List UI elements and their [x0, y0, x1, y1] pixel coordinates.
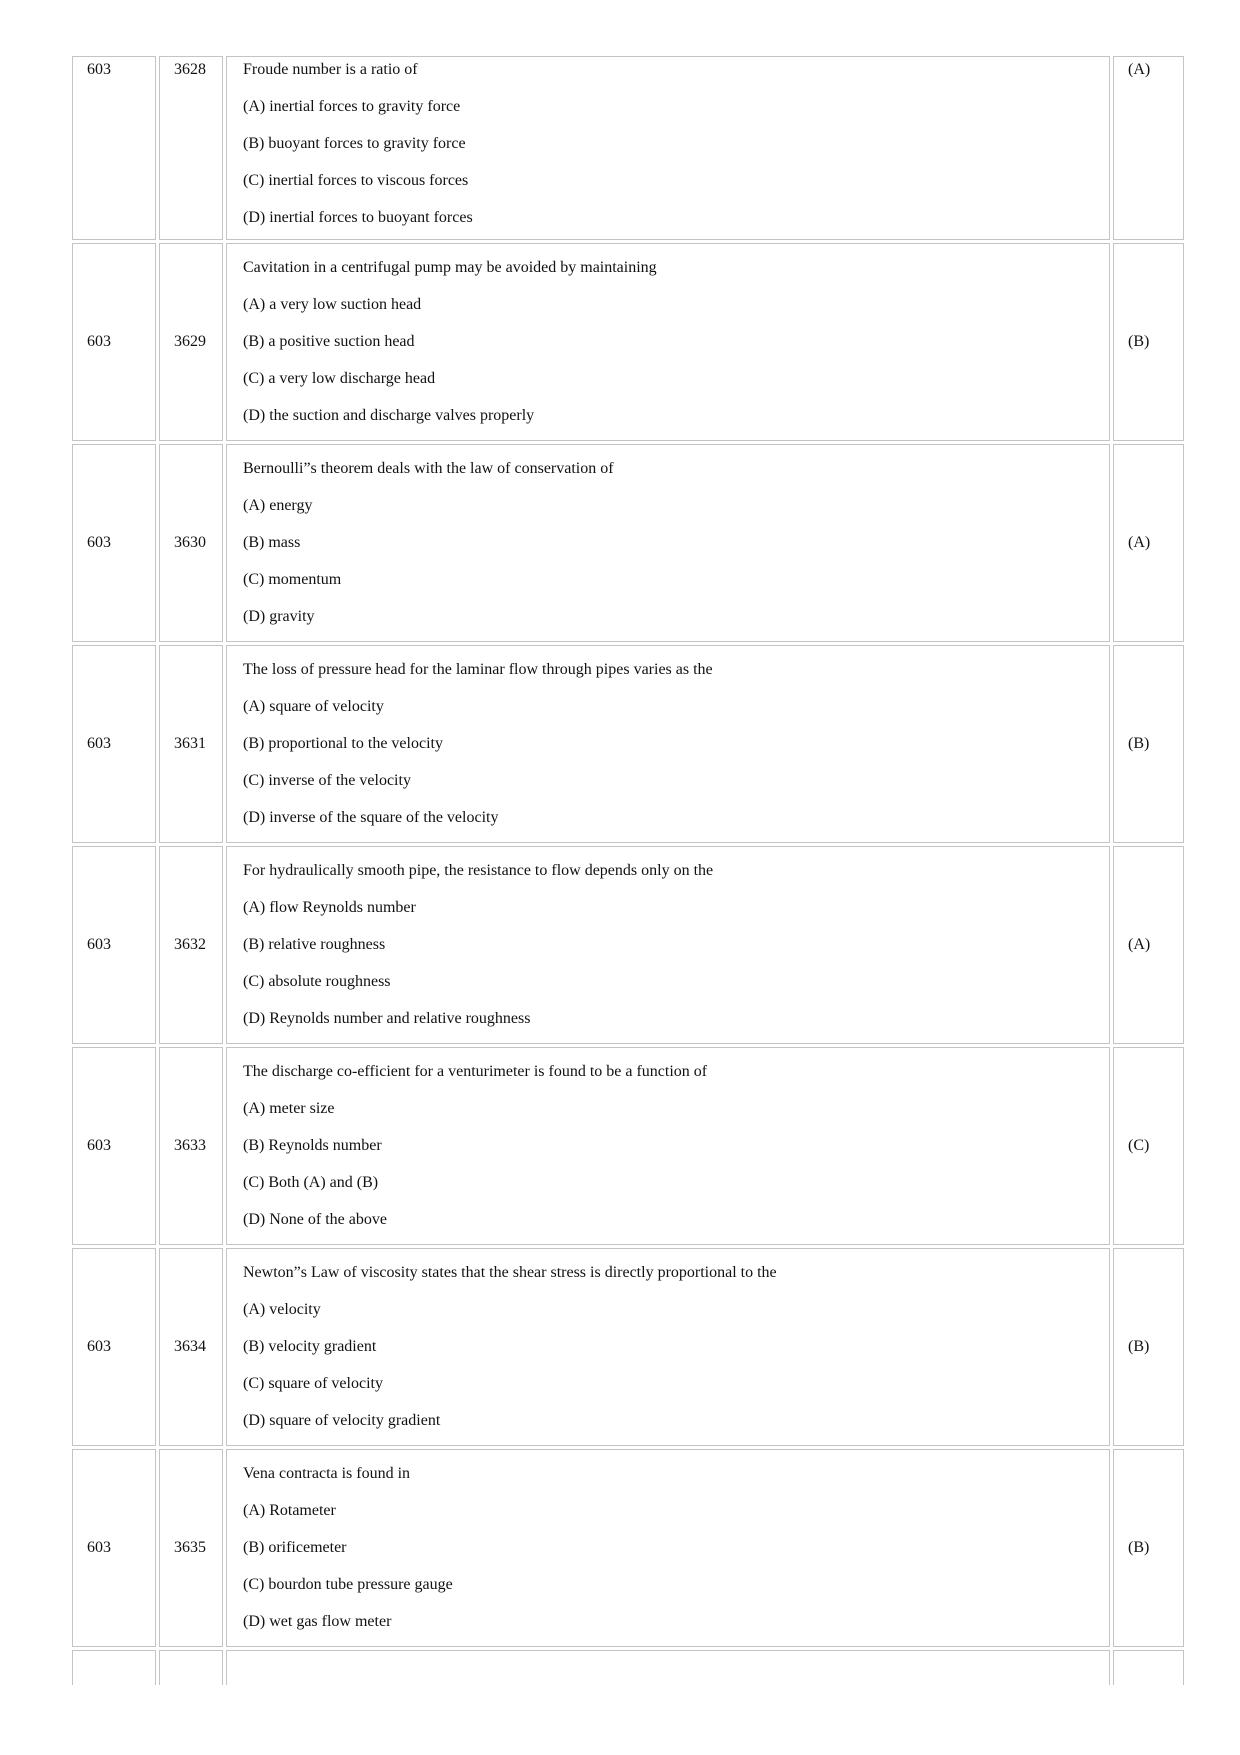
question-text: Froude number is a ratio of	[243, 61, 418, 78]
option-b: (B) velocity gradient	[243, 1338, 377, 1355]
option-a: (A) a very low suction head	[243, 296, 422, 313]
question-cell	[226, 846, 1110, 1044]
option-c: (C) inertial forces to viscous forces	[243, 172, 469, 189]
option-d: (D) None of the above	[243, 1211, 387, 1228]
semester-cell: 603	[72, 444, 156, 642]
option-b: (B) Reynolds number	[243, 1137, 382, 1154]
question-number-cell: 3631	[159, 645, 223, 843]
table-row	[72, 243, 1184, 441]
table-row	[72, 444, 1184, 642]
option-d: (D) inverse of the square of the velocity	[243, 809, 499, 826]
option-b: (B) a positive suction head	[243, 333, 415, 350]
question-number-cell: 3634	[159, 1248, 223, 1446]
answer-cell: (B)	[1113, 645, 1184, 843]
option-c: (C) inverse of the velocity	[243, 772, 411, 789]
question-page	[72, 56, 1184, 1685]
question-cell	[226, 243, 1110, 441]
answer-cell: (A)	[1113, 444, 1184, 642]
option-c: (C) bourdon tube pressure gauge	[243, 1576, 453, 1593]
semester-cell: 603	[72, 243, 156, 441]
option-b: (B) proportional to the velocity	[243, 735, 443, 752]
semester-cell: 603	[72, 1449, 156, 1647]
semester-cell: 603	[72, 1047, 156, 1245]
question-text: Vena contracta is found in	[243, 1465, 411, 1482]
option-d: (D) gravity	[243, 608, 315, 625]
question-text: Newton”s Law of viscosity states that the shear stress is directly proportional to the	[243, 1264, 777, 1281]
semester-cell	[72, 1650, 156, 1685]
question-text: The discharge co-efficient for a venturimeter is found to be a function of	[243, 1063, 708, 1080]
table-row	[72, 645, 1184, 843]
option-a: (A) inertial forces to gravity force	[243, 98, 461, 115]
question-cell	[226, 1449, 1110, 1647]
option-b: (B) mass	[243, 534, 301, 551]
option-d: (D) wet gas flow meter	[243, 1613, 392, 1630]
answer-cell: (B)	[1113, 1449, 1184, 1647]
question-number-cell: 3632	[159, 846, 223, 1044]
table-row	[72, 1449, 1184, 1647]
question-cell	[226, 56, 1110, 240]
semester-cell: 603	[72, 846, 156, 1044]
option-c: (C) momentum	[243, 571, 342, 588]
question-table-body	[72, 56, 1184, 1685]
option-d: (D) inertial forces to buoyant forces	[243, 209, 473, 226]
table-row	[72, 1248, 1184, 1446]
option-a: (A) square of velocity	[243, 698, 384, 715]
semester-cell: 603	[72, 56, 156, 240]
option-b: (B) orificemeter	[243, 1539, 347, 1556]
option-d: (D) the suction and discharge valves properly	[243, 407, 535, 424]
option-c: (C) Both (A) and (B)	[243, 1174, 379, 1191]
table-row	[72, 56, 1184, 240]
question-text: For hydraulically smooth pipe, the resistance to flow depends only on the	[243, 862, 714, 879]
option-a: (A) flow Reynolds number	[243, 899, 416, 916]
semester-cell: 603	[72, 1248, 156, 1446]
table-row	[72, 846, 1184, 1044]
answer-cell: (B)	[1113, 1248, 1184, 1446]
question-cell	[226, 444, 1110, 642]
question-number-cell: 3633	[159, 1047, 223, 1245]
option-a: (A) meter size	[243, 1100, 335, 1117]
table-row	[72, 1047, 1184, 1245]
question-table	[72, 56, 1184, 1685]
question-number-cell: 3635	[159, 1449, 223, 1647]
option-a: (A) energy	[243, 497, 313, 514]
answer-cell: (C)	[1113, 1047, 1184, 1245]
option-b: (B) buoyant forces to gravity force	[243, 135, 466, 152]
table-row-partial	[72, 1650, 1184, 1685]
option-a: (A) velocity	[243, 1301, 321, 1318]
answer-cell	[1113, 1650, 1184, 1685]
question-number-cell: 3628	[159, 56, 223, 240]
question-cell	[226, 1047, 1110, 1245]
question-number-cell: 3630	[159, 444, 223, 642]
question-number-cell	[159, 1650, 223, 1685]
option-a: (A) Rotameter	[243, 1502, 336, 1519]
semester-cell: 603	[72, 645, 156, 843]
option-c: (C) a very low discharge head	[243, 370, 436, 387]
question-number-cell: 3629	[159, 243, 223, 441]
answer-cell: (A)	[1113, 846, 1184, 1044]
option-c: (C) square of velocity	[243, 1375, 383, 1392]
question-text: Bernoulli”s theorem deals with the law of conservation of	[243, 460, 614, 477]
question-text: Cavitation in a centrifugal pump may be avoided by maintaining	[243, 259, 657, 276]
question-text: The loss of pressure head for the laminar flow through pipes varies as the	[243, 661, 713, 678]
question-cell	[226, 645, 1110, 843]
option-d: (D) square of velocity gradient	[243, 1412, 441, 1429]
answer-cell: (A)	[1113, 56, 1184, 240]
answer-cell: (B)	[1113, 243, 1184, 441]
question-cell	[226, 1650, 1110, 1685]
option-c: (C) absolute roughness	[243, 973, 391, 990]
option-d: (D) Reynolds number and relative roughness	[243, 1010, 531, 1027]
option-b: (B) relative roughness	[243, 936, 386, 953]
question-cell	[226, 1248, 1110, 1446]
